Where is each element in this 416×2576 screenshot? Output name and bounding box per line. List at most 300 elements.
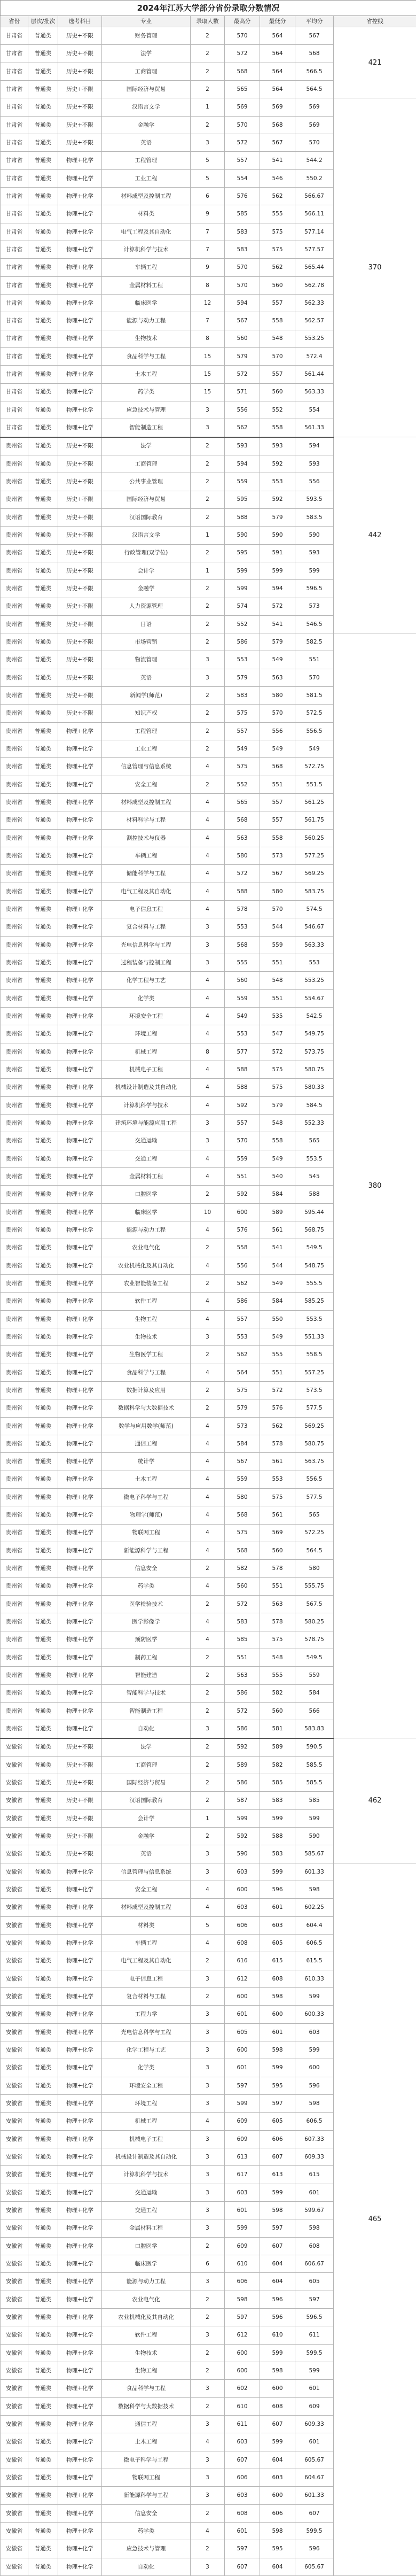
avg-cell: 585.5: [295, 1774, 334, 1792]
avg-cell: 542.5: [295, 1008, 334, 1025]
min-cell: 575: [260, 1079, 295, 1096]
province-cell: 贵州省: [1, 633, 28, 651]
major-cell: 行政管理(双学位): [102, 544, 191, 562]
min-cell: 564: [260, 45, 295, 63]
count-cell: 2: [191, 2309, 225, 2326]
level-cell: 普通类: [28, 776, 58, 793]
level-cell: 普通类: [28, 918, 58, 936]
avg-cell: 603: [295, 2023, 334, 2041]
min-cell: 560: [260, 1702, 295, 1720]
major-cell: 机械工程: [102, 1043, 191, 1061]
province-cell: 安徽省: [1, 2522, 28, 2540]
subjects-cell: 物理+化学: [58, 2166, 102, 2184]
avg-cell: 594: [295, 437, 334, 455]
subjects-cell: 物理+化学: [58, 276, 102, 294]
table-row: [1, 27, 416, 45]
min-cell: 599: [260, 2184, 295, 2201]
max-cell: 563: [225, 829, 260, 847]
level-cell: 普通类: [28, 2487, 58, 2504]
major-cell: 工程管理: [102, 722, 191, 740]
min-cell: 588: [260, 1828, 295, 1845]
subjects-cell: 物理+化学: [58, 1524, 102, 1542]
level-cell: 普通类: [28, 1043, 58, 1061]
subjects-cell: 物理+化学: [58, 1221, 102, 1239]
major-cell: 医学检验技术: [102, 1595, 191, 1613]
count-cell: 2: [191, 1399, 225, 1417]
major-cell: 机械设计制造及其自动化: [102, 2148, 191, 2166]
avg-cell: 549.75: [295, 1025, 334, 1043]
level-cell: 普通类: [28, 1809, 58, 1827]
avg-cell: 570: [295, 669, 334, 686]
min-cell: 552: [260, 401, 295, 419]
level-cell: 普通类: [28, 972, 58, 989]
major-cell: 工商管理: [102, 1756, 191, 1774]
level-cell: 普通类: [28, 2059, 58, 2077]
avg-cell: 549: [295, 740, 334, 758]
max-cell: 583: [225, 1613, 260, 1631]
province-cell: 贵州省: [1, 1702, 28, 1720]
avg-cell: 554: [295, 401, 334, 419]
min-cell: 600: [260, 2006, 295, 2023]
max-cell: 603: [225, 2184, 260, 2201]
min-cell: 561: [260, 1221, 295, 1239]
avg-cell: 598: [295, 2219, 334, 2237]
major-cell: 化学工程与工艺: [102, 2041, 191, 2059]
major-cell: 材料成型及控制工程: [102, 794, 191, 811]
province-cell: 贵州省: [1, 473, 28, 491]
province-cell: 贵州省: [1, 491, 28, 508]
min-cell: 568: [260, 116, 295, 134]
avg-cell: 590: [295, 527, 334, 544]
province-cell: 安徽省: [1, 1809, 28, 1827]
avg-cell: 577.57: [295, 241, 334, 258]
min-cell: 541: [260, 1239, 295, 1257]
subjects-cell: 历史+不限: [58, 544, 102, 562]
min-cell: 553: [260, 473, 295, 491]
max-cell: 578: [225, 901, 260, 918]
province-cell: 贵州省: [1, 1667, 28, 1684]
subjects-cell: 物理+化学: [58, 2309, 102, 2326]
province-cell: 甘肃省: [1, 98, 28, 116]
max-cell: 597: [225, 2077, 260, 2094]
avg-cell: 577.5: [295, 1488, 334, 1506]
count-cell: 3: [191, 2273, 225, 2291]
max-cell: 613: [225, 2148, 260, 2166]
max-cell: 572: [225, 45, 260, 63]
max-cell: 592: [225, 1096, 260, 1114]
major-cell: 通信工程: [102, 2415, 191, 2433]
subjects-cell: 历史+不限: [58, 687, 102, 705]
subjects-cell: 物理+化学: [58, 2433, 102, 2451]
min-cell: 579: [260, 633, 295, 651]
max-cell: 568: [225, 1506, 260, 1524]
count-cell: 4: [191, 1293, 225, 1310]
min-cell: 560: [260, 383, 295, 401]
subjects-cell: 物理+化学: [58, 1435, 102, 1452]
major-cell: 生物医学工程: [102, 1346, 191, 1364]
max-cell: 572: [225, 366, 260, 383]
col-min: 最低分: [260, 16, 295, 27]
count-cell: 2: [191, 1702, 225, 1720]
avg-cell: 580.25: [295, 1613, 334, 1631]
max-cell: 601: [225, 2059, 260, 2077]
subjects-cell: 物理+化学: [58, 1916, 102, 1934]
subjects-cell: 历史+不限: [58, 527, 102, 544]
province-cell: 贵州省: [1, 1577, 28, 1595]
count-cell: 3: [191, 2023, 225, 2041]
subjects-cell: 物理+化学: [58, 2415, 102, 2433]
col-max: 最高分: [225, 16, 260, 27]
province-cell: 贵州省: [1, 1079, 28, 1096]
avg-cell: 593: [295, 455, 334, 473]
max-cell: 557: [225, 1115, 260, 1132]
avg-cell: 600: [295, 2059, 334, 2077]
major-cell: 新能源科学与工程: [102, 2487, 191, 2504]
major-cell: 工业工程: [102, 740, 191, 758]
major-cell: 知识产权: [102, 705, 191, 722]
count-cell: 4: [191, 1488, 225, 1506]
level-cell: 普通类: [28, 936, 58, 954]
province-cell: 安徽省: [1, 1774, 28, 1792]
subjects-cell: 历史+不限: [58, 705, 102, 722]
major-cell: 日语: [102, 615, 191, 633]
major-cell: 安全工程: [102, 776, 191, 793]
subjects-cell: 物理+化学: [58, 1310, 102, 1328]
avg-cell: 609.33: [295, 2148, 334, 2166]
province-cell: 贵州省: [1, 615, 28, 633]
subjects-cell: 物理+化学: [58, 1881, 102, 1899]
count-cell: 4: [191, 2522, 225, 2540]
province-cell: 甘肃省: [1, 366, 28, 383]
max-cell: 598: [225, 2291, 260, 2308]
max-cell: 552: [225, 615, 260, 633]
subjects-cell: 物理+化学: [58, 259, 102, 276]
province-cell: 贵州省: [1, 936, 28, 954]
count-cell: 3: [191, 1720, 225, 1738]
count-cell: 4: [191, 847, 225, 865]
level-cell: 普通类: [28, 508, 58, 526]
avg-cell: 606.67: [295, 2255, 334, 2273]
major-cell: 能源与动力工程: [102, 2273, 191, 2291]
level-cell: 普通类: [28, 2522, 58, 2540]
count-cell: 2: [191, 580, 225, 598]
avg-cell: 564.5: [295, 80, 334, 98]
level-cell: 普通类: [28, 2380, 58, 2397]
max-cell: 600: [225, 1988, 260, 2006]
major-cell: 物理学(师范): [102, 1506, 191, 1524]
major-cell: 物联网工程: [102, 2469, 191, 2486]
min-cell: 556: [260, 722, 295, 740]
count-cell: 3: [191, 1845, 225, 1863]
min-cell: 601: [260, 2023, 295, 2041]
subjects-cell: 历史+不限: [58, 134, 102, 151]
count-cell: 3: [191, 2059, 225, 2077]
min-cell: 598: [260, 2362, 295, 2379]
max-cell: 579: [225, 1399, 260, 1417]
min-cell: 575: [260, 1631, 295, 1649]
min-cell: 551: [260, 1364, 295, 1381]
province-cell: 安徽省: [1, 1935, 28, 1952]
max-cell: 588: [225, 1061, 260, 1079]
max-cell: 599: [225, 1809, 260, 1827]
subjects-cell: 物理+化学: [58, 1008, 102, 1025]
avg-cell: 580.75: [295, 1061, 334, 1079]
level-cell: 普通类: [28, 1274, 58, 1292]
major-cell: 电气工程及其自动化: [102, 223, 191, 241]
avg-cell: 606.5: [295, 2113, 334, 2130]
major-cell: 环境工程: [102, 2095, 191, 2113]
min-cell: 544: [260, 918, 295, 936]
min-cell: 583: [260, 1845, 295, 1863]
min-cell: 583: [260, 1792, 295, 1809]
count-cell: 4: [191, 1008, 225, 1025]
max-cell: 600: [225, 1881, 260, 1899]
subjects-cell: 物理+化学: [58, 169, 102, 187]
major-cell: 英语: [102, 134, 191, 151]
level-cell: 普通类: [28, 1970, 58, 1987]
major-cell: 微电子科学与工程: [102, 1488, 191, 1506]
subjects-cell: 物理+化学: [58, 1239, 102, 1257]
subjects-cell: 历史+不限: [58, 45, 102, 63]
control-line-cell: 380: [334, 633, 416, 1738]
count-cell: 4: [191, 1881, 225, 1899]
count-cell: 3: [191, 2380, 225, 2397]
count-cell: 2: [191, 2397, 225, 2415]
max-cell: 608: [225, 2504, 260, 2522]
max-cell: 551: [225, 1649, 260, 1666]
count-cell: 4: [191, 1025, 225, 1043]
subjects-cell: 物理+化学: [58, 954, 102, 972]
level-cell: 普通类: [28, 1453, 58, 1471]
major-cell: 安全工程: [102, 1881, 191, 1899]
max-cell: 562: [225, 1274, 260, 1292]
count-cell: 4: [191, 1417, 225, 1435]
subjects-cell: 历史+不限: [58, 491, 102, 508]
level-cell: 普通类: [28, 2023, 58, 2041]
count-cell: 2: [191, 2344, 225, 2362]
subjects-cell: 物理+化学: [58, 1684, 102, 1702]
province-cell: 贵州省: [1, 1257, 28, 1274]
avg-cell: 593.5: [295, 491, 334, 508]
avg-cell: 556.5: [295, 722, 334, 740]
level-cell: 普通类: [28, 312, 58, 330]
min-cell: 607: [260, 2415, 295, 2433]
max-cell: 607: [225, 2451, 260, 2469]
province-cell: 甘肃省: [1, 401, 28, 419]
count-cell: 4: [191, 1524, 225, 1542]
max-cell: 600: [225, 2362, 260, 2379]
col-province: 省份: [1, 16, 28, 27]
count-cell: 2: [191, 1684, 225, 1702]
level-cell: 普通类: [28, 1684, 58, 1702]
province-cell: 甘肃省: [1, 205, 28, 223]
min-cell: 581: [260, 1720, 295, 1738]
province-cell: 安徽省: [1, 2059, 28, 2077]
province-cell: 贵州省: [1, 883, 28, 900]
min-cell: 599: [260, 2433, 295, 2451]
count-cell: 2: [191, 722, 225, 740]
avg-cell: 556.5: [295, 1471, 334, 1488]
max-cell: 590: [225, 1845, 260, 1863]
max-cell: 570: [225, 276, 260, 294]
province-cell: 贵州省: [1, 1096, 28, 1114]
province-cell: 贵州省: [1, 580, 28, 598]
province-cell: 贵州省: [1, 1168, 28, 1186]
count-cell: 3: [191, 2095, 225, 2113]
avg-cell: 593: [295, 544, 334, 562]
level-cell: 普通类: [28, 98, 58, 116]
max-cell: 549: [225, 740, 260, 758]
max-cell: 603: [225, 2487, 260, 2504]
min-cell: 558: [260, 419, 295, 437]
subjects-cell: 历史+不限: [58, 598, 102, 615]
avg-cell: 546.5: [295, 615, 334, 633]
level-cell: 普通类: [28, 1168, 58, 1186]
subjects-cell: 物理+化学: [58, 312, 102, 330]
avg-cell: 565: [295, 1506, 334, 1524]
province-cell: 甘肃省: [1, 330, 28, 347]
subjects-cell: 物理+化学: [58, 2219, 102, 2237]
level-cell: 普通类: [28, 865, 58, 883]
subjects-cell: 物理+化学: [58, 1631, 102, 1649]
min-cell: 584: [260, 1186, 295, 1203]
max-cell: 586: [225, 1774, 260, 1792]
subjects-cell: 物理+化学: [58, 2148, 102, 2166]
level-cell: 普通类: [28, 491, 58, 508]
subjects-cell: 物理+化学: [58, 2095, 102, 2113]
major-cell: 车辆工程: [102, 1935, 191, 1952]
major-cell: 应急技术与管理: [102, 401, 191, 419]
max-cell: 603: [225, 2433, 260, 2451]
province-cell: 贵州省: [1, 598, 28, 615]
major-cell: 电气工程及其自动化: [102, 1952, 191, 1970]
min-cell: 572: [260, 1381, 295, 1399]
count-cell: 5: [191, 169, 225, 187]
level-cell: 普通类: [28, 45, 58, 63]
province-cell: 安徽省: [1, 2291, 28, 2308]
subjects-cell: 物理+化学: [58, 1399, 102, 1417]
max-cell: 597: [225, 2309, 260, 2326]
max-cell: 599: [225, 2095, 260, 2113]
level-cell: 普通类: [28, 1435, 58, 1452]
count-cell: 2: [191, 1381, 225, 1399]
level-cell: 普通类: [28, 633, 58, 651]
avg-cell: 590.5: [295, 1738, 334, 1757]
avg-cell: 580: [295, 1560, 334, 1577]
province-cell: 安徽省: [1, 2469, 28, 2486]
subjects-cell: 物理+化学: [58, 918, 102, 936]
subjects-cell: 物理+化学: [58, 366, 102, 383]
province-cell: 贵州省: [1, 1453, 28, 1471]
count-cell: 6: [191, 187, 225, 205]
count-cell: 4: [191, 1150, 225, 1167]
max-cell: 583: [225, 687, 260, 705]
avg-cell: 584: [295, 1684, 334, 1702]
min-cell: 570: [260, 901, 295, 918]
subjects-cell: 物理+化学: [58, 2202, 102, 2219]
avg-cell: 583.75: [295, 883, 334, 900]
count-cell: 4: [191, 1506, 225, 1524]
min-cell: 540: [260, 1168, 295, 1186]
min-cell: 547: [260, 1025, 295, 1043]
max-cell: 595: [225, 491, 260, 508]
level-cell: 普通类: [28, 2184, 58, 2201]
subjects-cell: 物理+化学: [58, 2344, 102, 2362]
level-cell: 普通类: [28, 1364, 58, 1381]
avg-cell: 577.5: [295, 1399, 334, 1417]
level-cell: 普通类: [28, 1115, 58, 1132]
min-cell: 599: [260, 1809, 295, 1827]
avg-cell: 605: [295, 2273, 334, 2291]
province-cell: 安徽省: [1, 2273, 28, 2291]
level-cell: 普通类: [28, 615, 58, 633]
min-cell: 550: [260, 1310, 295, 1328]
max-cell: 595: [225, 544, 260, 562]
province-cell: 甘肃省: [1, 276, 28, 294]
level-cell: 普通类: [28, 2558, 58, 2575]
level-cell: 普通类: [28, 205, 58, 223]
count-cell: 3: [191, 2558, 225, 2575]
province-cell: 贵州省: [1, 1061, 28, 1079]
level-cell: 普通类: [28, 1079, 58, 1096]
avg-cell: 568: [295, 45, 334, 63]
count-cell: 2: [191, 116, 225, 134]
subjects-cell: 物理+化学: [58, 330, 102, 347]
major-cell: 软件工程: [102, 2326, 191, 2344]
subjects-cell: 历史+不限: [58, 63, 102, 80]
count-cell: 4: [191, 811, 225, 829]
count-cell: 2: [191, 1667, 225, 1684]
level-cell: 普通类: [28, 847, 58, 865]
subjects-cell: 物理+化学: [58, 1061, 102, 1079]
subjects-cell: 历史+不限: [58, 669, 102, 686]
level-cell: 普通类: [28, 1613, 58, 1631]
province-cell: 安徽省: [1, 2095, 28, 2113]
max-cell: 560: [225, 972, 260, 989]
major-cell: 土木工程: [102, 1471, 191, 1488]
min-cell: 582: [260, 1756, 295, 1774]
major-cell: 智能科学与技术: [102, 1684, 191, 1702]
control-line-cell: 421: [334, 27, 416, 98]
province-cell: 安徽省: [1, 2023, 28, 2041]
major-cell: 口腔医学: [102, 1186, 191, 1203]
province-cell: 安徽省: [1, 2041, 28, 2059]
avg-cell: 606.5: [295, 1935, 334, 1952]
level-cell: 普通类: [28, 80, 58, 98]
avg-cell: 551.5: [295, 776, 334, 793]
min-cell: 575: [260, 223, 295, 241]
major-cell: 光电信息科学与工程: [102, 2023, 191, 2041]
min-cell: 551: [260, 954, 295, 972]
min-cell: 613: [260, 2166, 295, 2184]
min-cell: 597: [260, 2219, 295, 2237]
max-cell: 577: [225, 1043, 260, 1061]
count-cell: 2: [191, 2362, 225, 2379]
avg-cell: 596.5: [295, 2309, 334, 2326]
level-cell: 普通类: [28, 2326, 58, 2344]
max-cell: 610: [225, 2255, 260, 2273]
subjects-cell: 物理+化学: [58, 1364, 102, 1381]
subjects-cell: 物理+化学: [58, 2362, 102, 2379]
avg-cell: 615: [295, 2166, 334, 2184]
max-cell: 585: [225, 1631, 260, 1649]
avg-cell: 551.33: [295, 1328, 334, 1345]
province-cell: 贵州省: [1, 829, 28, 847]
min-cell: 553: [260, 1471, 295, 1488]
province-cell: 安徽省: [1, 2540, 28, 2558]
min-cell: 594: [260, 580, 295, 598]
major-cell: 新闻学(师范): [102, 687, 191, 705]
